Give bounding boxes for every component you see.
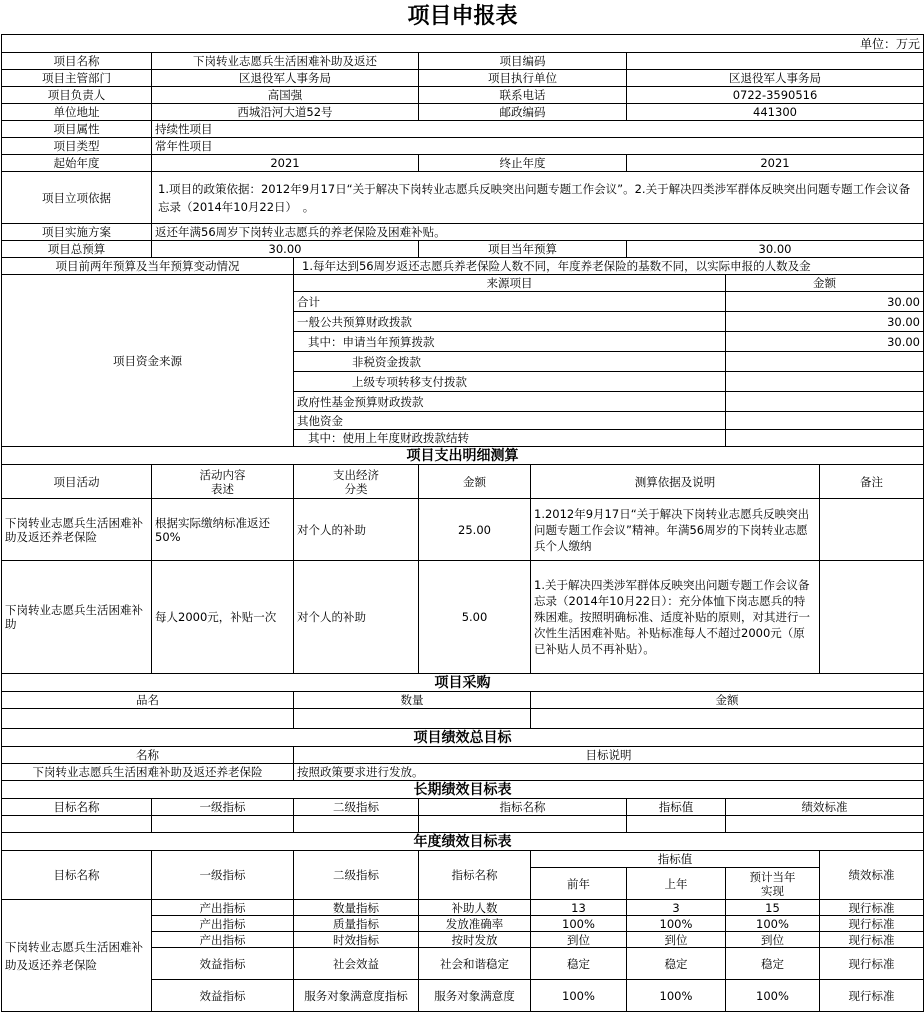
annual-l2: 社会效益 [294, 948, 419, 980]
address-label: 单位地址 [2, 104, 152, 121]
annual-l2: 时效指标 [294, 932, 419, 948]
annual-header-indicator: 指标名称 [419, 851, 531, 900]
annual-value-prev1: 100% [627, 980, 726, 1012]
funding-row-name: 非税资金拨款 [294, 352, 726, 372]
annual-indicator: 补助人数 [419, 900, 531, 916]
funding-row-name: 其中：申请当年预算拨款 [294, 332, 726, 352]
phone-value: 0722-3590516 [627, 87, 924, 104]
exec-unit-value: 区退役军人事务局 [627, 70, 924, 87]
page-title: 项目申报表 [407, 4, 518, 29]
total-budget-label: 项目总预算 [2, 241, 152, 258]
annual-header-l2: 二级指标 [294, 851, 419, 900]
end-year-label: 终止年度 [419, 155, 627, 172]
funding-row-amount [726, 430, 924, 447]
purchase-empty-cell [531, 709, 924, 729]
annual-l1: 产出指标 [152, 916, 294, 932]
attr-value: 持续性项目 [152, 121, 924, 138]
annual-value-expected: 100% [726, 980, 820, 1012]
overall-header-desc: 目标说明 [294, 747, 924, 764]
longterm-empty-cell [726, 816, 924, 833]
project-name-label: 项目名称 [2, 53, 152, 70]
address-value: 西城沿河大道52号 [152, 104, 419, 121]
funding-row-name: 上级专项转移支付拨款 [294, 372, 726, 392]
overall-header-name: 名称 [2, 747, 294, 764]
annual-header-l1: 一级指标 [152, 851, 294, 900]
attr-label: 项目属性 [2, 121, 152, 138]
longterm-empty-cell [419, 816, 627, 833]
purchase-empty-cell [2, 709, 294, 729]
funding-source-header: 来源项目 [294, 275, 726, 292]
expense-basis: 1.关于解决四类涉军群体反映突出问题专题工作会议备忘录（2014年10月22日）：充分体恤下岗志愿兵的特殊困难。按照明确标准、适度补贴的原则，对其进行一次性生活困难补贴。补贴标准每人不超过2000元（原已补贴人员不再补贴）。 [531, 561, 820, 674]
annual-value-expected: 到位 [726, 932, 820, 948]
leader-label: 项目负责人 [2, 87, 152, 104]
longterm-header-indicator: 指标名称 [419, 799, 627, 816]
annual-standard: 现行标准 [820, 980, 924, 1012]
expense-amount: 5.00 [419, 561, 531, 674]
expense-content: 根据实际缴纳标准返还50% [152, 499, 294, 561]
postcode-value: 441300 [627, 104, 924, 121]
project-code-value [627, 53, 924, 70]
annual-indicator: 发放准确率 [419, 916, 531, 932]
annual-value-prev1: 稳定 [627, 948, 726, 980]
exec-unit-label: 项目执行单位 [419, 70, 627, 87]
annual-standard: 现行标准 [820, 900, 924, 916]
annual-standard: 现行标准 [820, 932, 924, 948]
expense-note [820, 499, 924, 561]
annual-l1: 产出指标 [152, 932, 294, 948]
year-budget-value: 30.00 [627, 241, 924, 258]
annual-value-prev1: 到位 [627, 932, 726, 948]
annual-indicator: 按时发放 [419, 932, 531, 948]
start-year-value: 2021 [152, 155, 419, 172]
annual-header-standard: 绩效标准 [820, 851, 924, 900]
annual-value-expected: 15 [726, 900, 820, 916]
funding-amount-header: 金额 [726, 275, 924, 292]
expense-header-note: 备注 [820, 465, 924, 499]
annual-standard: 现行标准 [820, 916, 924, 932]
annual-value-prev1: 100% [627, 916, 726, 932]
expense-header-activity: 项目活动 [2, 465, 152, 499]
annual-l2: 服务对象满意度指标 [294, 980, 419, 1012]
annual-value-prev2: 到位 [531, 932, 627, 948]
annual-header-prev2: 前年 [531, 868, 627, 900]
change-value: 1.每年达到56周岁返还志愿兵养老保险人数不同，年度养老保险的基数不同，以实际申报的人数及金 [294, 258, 924, 275]
expense-econ: 对个人的补助 [294, 561, 419, 674]
dept-label: 项目主管部门 [2, 70, 152, 87]
purchase-header-name: 品名 [2, 692, 294, 709]
leader-value: 高国强 [152, 87, 419, 104]
longterm-empty-cell [152, 816, 294, 833]
annual-section-title: 年度绩效目标表 [2, 833, 924, 851]
annual-goal-name: 下岗转业志愿兵生活困难补助及返还养老保险 [2, 900, 152, 1012]
type-value: 常年性项目 [152, 138, 924, 155]
annual-value-prev2: 100% [531, 980, 627, 1012]
funding-row-amount [726, 392, 924, 412]
expense-note [820, 561, 924, 674]
dept-value: 区退役军人事务局 [152, 70, 419, 87]
funding-row-name: 合计 [294, 292, 726, 312]
purchase-empty-cell [294, 709, 531, 729]
expense-econ: 对个人的补助 [294, 499, 419, 561]
expense-section-title: 项目支出明细测算 [2, 447, 924, 465]
annual-value-prev1: 3 [627, 900, 726, 916]
annual-l1: 效益指标 [152, 980, 294, 1012]
funding-row-name: 一般公共预算财政拨款 [294, 312, 726, 332]
annual-value-prev2: 13 [531, 900, 627, 916]
longterm-header-value: 指标值 [627, 799, 726, 816]
longterm-empty-cell [2, 816, 152, 833]
expense-amount: 25.00 [419, 499, 531, 561]
expense-header-econ: 支出经济 分类 [294, 465, 419, 499]
expense-basis: 1.2012年9月17日“关于解决下岗转业志愿兵反映突出问题专题工作会议”精神。年满56周岁的下岗转业志愿兵个人缴纳 [531, 499, 820, 561]
annual-l1: 效益指标 [152, 948, 294, 980]
funding-row-name: 其他资金 [294, 412, 726, 430]
overall-section-title: 项目绩效总目标 [2, 729, 924, 747]
annual-value-expected: 100% [726, 916, 820, 932]
funding-row-amount [726, 352, 924, 372]
basis-label: 项目立项依据 [2, 172, 152, 224]
annual-value-prev2: 100% [531, 916, 627, 932]
funding-row-amount: 30.00 [726, 292, 924, 312]
type-label: 项目类型 [2, 138, 152, 155]
expense-content: 每人2000元，补贴一次 [152, 561, 294, 674]
annual-l1: 产出指标 [152, 900, 294, 916]
annual-value-prev2: 稳定 [531, 948, 627, 980]
project-form-table [1, 0, 924, 1012]
expense-activity: 下岗转业志愿兵生活困难补助 [2, 561, 152, 674]
longterm-section-title: 长期绩效目标表 [2, 781, 924, 799]
funding-row-amount [726, 412, 924, 430]
annual-l2: 数量指标 [294, 900, 419, 916]
annual-header-expected: 预计当年 实现 [726, 868, 820, 900]
postcode-label: 邮政编码 [419, 104, 627, 121]
annual-l2: 质量指标 [294, 916, 419, 932]
expense-header-basis: 测算依据及说明 [531, 465, 820, 499]
funding-row-name: 其中：使用上年度财政拨款结转 [294, 430, 726, 447]
unit-label: 单位：万元 [2, 35, 924, 53]
longterm-header-standard: 绩效标准 [726, 799, 924, 816]
annual-indicator: 社会和谐稳定 [419, 948, 531, 980]
funding-row-amount: 30.00 [726, 332, 924, 352]
annual-standard: 现行标准 [820, 948, 924, 980]
change-label: 项目前两年预算及当年预算变动情况 [2, 258, 294, 275]
end-year-value: 2021 [627, 155, 924, 172]
longterm-header-goal: 目标名称 [2, 799, 152, 816]
basis-value: 1.项目的政策依据：2012年9月17日“关于解决下岗转业志愿兵反映突出问题专题工作会议”。2.关于解决四类涉军群体反映突出问题专题工作会议备忘录（2014年10月22日） 。 [152, 172, 924, 224]
purchase-header-amount: 金额 [531, 692, 924, 709]
start-year-label: 起始年度 [2, 155, 152, 172]
annual-header-prev1: 上年 [627, 868, 726, 900]
funding-label: 项目资金来源 [2, 275, 294, 447]
longterm-header-l1: 一级指标 [152, 799, 294, 816]
project-name-value: 下岗转业志愿兵生活困难补助及返还 [152, 53, 419, 70]
expense-header-amount: 金额 [419, 465, 531, 499]
annual-header-goal: 目标名称 [2, 851, 152, 900]
funding-row-amount [726, 372, 924, 392]
longterm-empty-cell [627, 816, 726, 833]
annual-indicator: 服务对象满意度 [419, 980, 531, 1012]
expense-activity: 下岗转业志愿兵生活困难补助及返还养老保险 [2, 499, 152, 561]
total-budget-value: 30.00 [152, 241, 419, 258]
longterm-header-l2: 二级指标 [294, 799, 419, 816]
plan-label: 项目实施方案 [2, 224, 152, 241]
overall-goal-desc: 按照政策要求进行发放。 [294, 764, 924, 781]
phone-label: 联系电话 [419, 87, 627, 104]
plan-value: 返还年满56周岁下岗转业志愿兵的养老保险及困难补贴。 [152, 224, 924, 241]
longterm-empty-cell [294, 816, 419, 833]
year-budget-label: 项目当年预算 [419, 241, 627, 258]
purchase-section-title: 项目采购 [2, 674, 924, 692]
overall-goal-name: 下岗转业志愿兵生活困难补助及返还养老保险 [2, 764, 294, 781]
funding-row-amount: 30.00 [726, 312, 924, 332]
annual-header-value: 指标值 [531, 851, 820, 868]
expense-header-content: 活动内容 表述 [152, 465, 294, 499]
funding-row-name: 政府性基金预算财政拨款 [294, 392, 726, 412]
project-code-label: 项目编码 [419, 53, 627, 70]
annual-value-expected: 稳定 [726, 948, 820, 980]
purchase-header-qty: 数量 [294, 692, 531, 709]
